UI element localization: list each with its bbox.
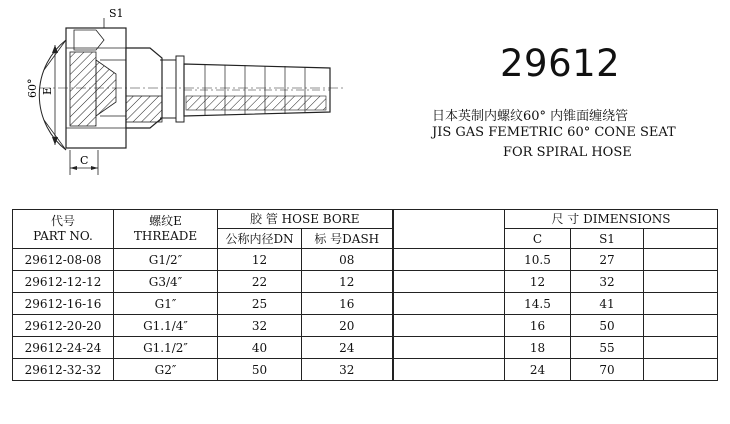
- hex-label: S1: [109, 7, 124, 20]
- blank-cell: [393, 293, 505, 315]
- dash-cell: 32: [302, 359, 393, 381]
- thread-cell: G1″: [114, 293, 218, 315]
- s1-cell: 32: [571, 271, 644, 293]
- dash-header: 标 号DASH: [302, 229, 393, 249]
- dn-cell: 40: [218, 337, 302, 359]
- dn-cell: 32: [218, 315, 302, 337]
- part-cell: 29612-16-16: [13, 293, 114, 315]
- blank-cell: [644, 293, 718, 315]
- dash-cell: 16: [302, 293, 393, 315]
- thread-cell: G1.1/2″: [114, 337, 218, 359]
- part-no-header-cn: 代号: [50, 214, 75, 228]
- dimensions-header: 尺 寸 DIMENSIONS: [505, 210, 718, 229]
- thread-dim-label: E: [41, 86, 54, 95]
- blank-cell: [644, 249, 718, 271]
- thread-header-cn: 螺纹E: [149, 214, 182, 228]
- dn-cell: 50: [218, 359, 302, 381]
- thread-header-en: THREADE: [133, 229, 198, 243]
- blank-dim-header: [644, 229, 718, 249]
- dn-cell: 22: [218, 271, 302, 293]
- fitting-technical-drawing: [0, 0, 370, 180]
- part-number-title: 29612: [500, 42, 621, 85]
- blank-cell: [393, 315, 505, 337]
- thread-header: [114, 210, 218, 249]
- table-row: [13, 359, 718, 381]
- c-cell: 18: [505, 337, 571, 359]
- c-cell: 14.5: [505, 293, 571, 315]
- hose-bore-header: 胶 管 HOSE BORE: [218, 210, 393, 229]
- s1-cell: 27: [571, 249, 644, 271]
- specification-table: [12, 209, 718, 381]
- blank-cell: [393, 359, 505, 381]
- dn-header: 公称内径DN: [218, 229, 302, 249]
- table-row: [13, 249, 718, 271]
- thread-cell: G2″: [114, 359, 218, 381]
- c-header: C: [505, 229, 571, 249]
- blank-header: [393, 210, 505, 249]
- thread-cell: G1.1/4″: [114, 315, 218, 337]
- hex-dimension: [104, 7, 124, 30]
- s1-header: S1: [571, 229, 644, 249]
- table-row: [13, 271, 718, 293]
- table-row: [13, 315, 718, 337]
- blank-cell: [644, 271, 718, 293]
- part-no-header: [13, 210, 114, 249]
- thread-cell: G1/2″: [114, 249, 218, 271]
- dash-cell: 08: [302, 249, 393, 271]
- table-row: [13, 293, 718, 315]
- s1-cell: 55: [571, 337, 644, 359]
- thread-cell: G3/4″: [114, 271, 218, 293]
- length-label: C: [80, 154, 89, 167]
- c-cell: 10.5: [505, 249, 571, 271]
- angle-label: 60°: [26, 78, 39, 98]
- hose-tail: [184, 64, 330, 116]
- blank-cell: [644, 337, 718, 359]
- s1-cell: 50: [571, 315, 644, 337]
- dash-cell: 20: [302, 315, 393, 337]
- thread-dimension: [41, 45, 58, 145]
- blank-cell: [393, 271, 505, 293]
- part-cell: 29612-08-08: [13, 249, 114, 271]
- table-row: [13, 337, 718, 359]
- c-cell: 16: [505, 315, 571, 337]
- s1-cell: 41: [571, 293, 644, 315]
- blank-cell: [393, 337, 505, 359]
- part-cell: 29612-24-24: [13, 337, 114, 359]
- c-cell: 24: [505, 359, 571, 381]
- part-no-header-en: PART NO.: [33, 229, 93, 243]
- c-cell: 12: [505, 271, 571, 293]
- blank-cell: [644, 359, 718, 381]
- dn-cell: 12: [218, 249, 302, 271]
- dash-cell: 12: [302, 271, 393, 293]
- part-cell: 29612-32-32: [13, 359, 114, 381]
- s1-cell: 70: [571, 359, 644, 381]
- length-dimension: [70, 150, 98, 175]
- table-header-row-1: [13, 210, 718, 229]
- blank-cell: [644, 315, 718, 337]
- description-chinese: 日本英制内螺纹60° 内锥面缠绕管: [432, 109, 629, 124]
- description-english-line-2: FOR SPIRAL HOSE: [503, 145, 632, 160]
- part-cell: 29612-20-20: [13, 315, 114, 337]
- dash-cell: 24: [302, 337, 393, 359]
- part-cell: 29612-12-12: [13, 271, 114, 293]
- description-english-line-1: JIS GAS FEMETRIC 60° CONE SEAT: [432, 125, 676, 140]
- blank-cell: [393, 249, 505, 271]
- dn-cell: 25: [218, 293, 302, 315]
